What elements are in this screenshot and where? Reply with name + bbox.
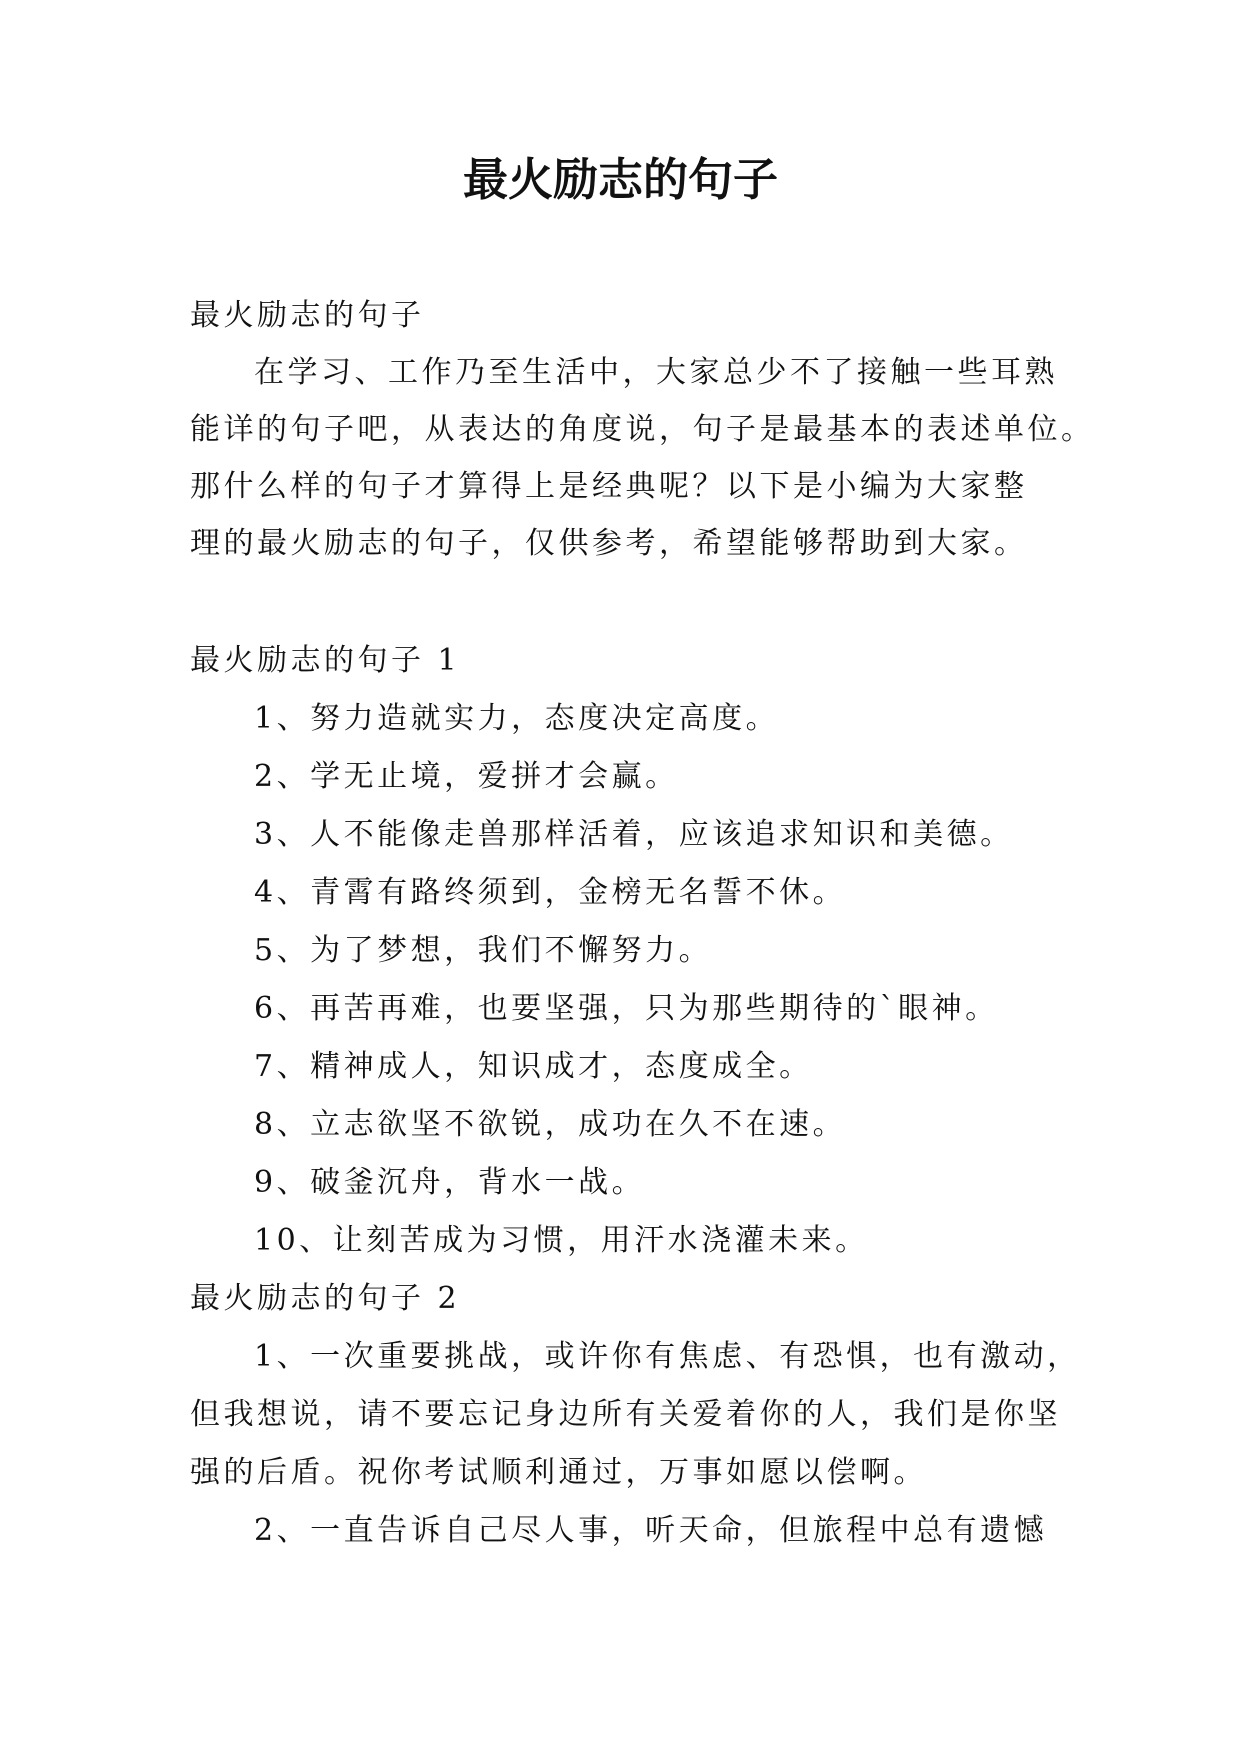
list-item: 4、青霄有路终须到，金榜无名誓不休。 (254, 875, 847, 910)
list-item: 5、为了梦想，我们不懈努力。 (254, 933, 713, 968)
list-item: 6、再苦再难，也要坚强，只为那些期待的`眼神。 (254, 991, 999, 1026)
intro-line: 能详的句子吧，从表达的角度说，句子是最基本的表述单位。 (190, 412, 1095, 447)
list-item: 2、学无止境，爱拼才会赢。 (254, 759, 679, 794)
paragraph-line: 但我想说，请不要忘记身边所有关爱着你的人，我们是你坚 (190, 1397, 1061, 1432)
intro-line: 理的最火励志的句子，仅供参考，希望能够帮助到大家。 (190, 526, 1028, 561)
paragraph-line: 2、一直告诉自己尽人事，听天命，但旅程中总有遗憾 (254, 1513, 1048, 1548)
list-item: 10、让刻苦成为习惯，用汗水浇灌未来。 (254, 1223, 869, 1258)
document-title: 最火励志的句子 (462, 153, 778, 206)
part2-heading: 最火励志的句子 2 (190, 1281, 461, 1316)
intro-line: 那什么样的句子才算得上是经典呢？以下是小编为大家整 (190, 469, 1028, 504)
list-item: 7、精神成人，知识成才，态度成全。 (254, 1049, 813, 1084)
paragraph-line: 强的后盾。祝你考试顺利通过，万事如愿以偿啊。 (190, 1455, 927, 1490)
list-item: 9、破釜沉舟，背水一战。 (254, 1165, 646, 1200)
list-item: 8、立志欲坚不欲锐，成功在久不在速。 (254, 1107, 847, 1142)
intro-line: 在学习、工作乃至生活中，大家总少不了接触一些耳熟 (254, 355, 1058, 390)
section-heading: 最火励志的句子 (190, 298, 425, 333)
paragraph-line: 1、一次重要挑战，或许你有焦虑、有恐惧，也有激动， (254, 1339, 1081, 1374)
list-item: 3、人不能像走兽那样活着，应该追求知识和美德。 (254, 817, 1014, 852)
list-item: 1、努力造就实力，态度决定高度。 (254, 701, 780, 736)
part1-heading: 最火励志的句子 1 (190, 643, 461, 678)
